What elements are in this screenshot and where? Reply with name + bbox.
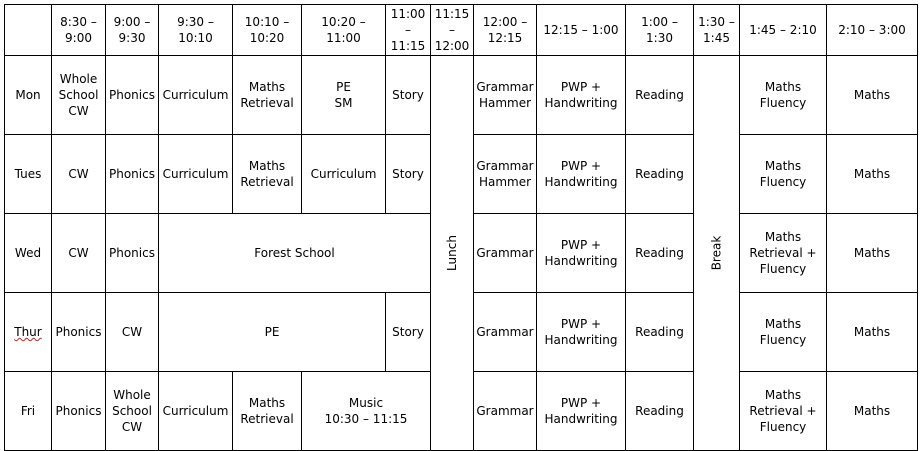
lesson-cell: PWP + Handwriting	[537, 135, 626, 214]
day-row-mon	[5, 56, 918, 135]
lesson-cell: Grammar	[474, 214, 537, 293]
lesson-cell: Curriculum	[159, 372, 233, 451]
time-header: 10:20 – 11:00	[302, 5, 386, 56]
lunch-cell	[431, 56, 474, 451]
time-header: 1:00 – 1:30	[626, 5, 694, 56]
time-header: 11:00 – 11:15	[386, 5, 431, 56]
lesson-cell: Maths Fluency	[740, 293, 827, 372]
day-label: Mon	[5, 56, 52, 135]
lesson-cell: Reading	[626, 293, 694, 372]
lesson-cell: CW	[52, 135, 106, 214]
lesson-cell: Maths Fluency	[740, 56, 827, 135]
lesson-cell: Reading	[626, 214, 694, 293]
lunch-label: Lunch	[444, 235, 459, 271]
lesson-cell: Maths Retrieval + Fluency	[740, 372, 827, 451]
lesson-cell: Curriculum	[302, 135, 386, 214]
time-header: 8:30 – 9:00	[52, 5, 106, 56]
lesson-cell: CW	[52, 214, 106, 293]
time-header: 9:30 – 10:10	[159, 5, 233, 56]
lesson-cell: Phonics	[52, 372, 106, 451]
lesson-cell: Maths	[827, 372, 918, 451]
header-row	[5, 5, 918, 56]
lesson-cell: Maths Retrieval	[233, 56, 302, 135]
time-header: 12:00 – 12:15	[474, 5, 537, 56]
lesson-cell: PWP + Handwriting	[537, 56, 626, 135]
lesson-cell: Grammar Hammer	[474, 135, 537, 214]
lesson-cell: Maths	[827, 56, 918, 135]
lesson-cell: Maths	[827, 135, 918, 214]
day-label	[5, 293, 52, 372]
lesson-cell: Grammar Hammer	[474, 56, 537, 135]
lesson-cell: Phonics	[52, 293, 106, 372]
lesson-cell: Phonics	[106, 56, 159, 135]
lesson-cell: Curriculum	[159, 56, 233, 135]
lesson-cell: Maths Retrieval	[233, 135, 302, 214]
lesson-cell: CW	[106, 293, 159, 372]
time-header: 9:00 – 9:30	[106, 5, 159, 56]
time-header: 2:10 – 3:00	[827, 5, 918, 56]
time-header: 11:15 – 12:00	[431, 5, 474, 56]
lesson-cell: Maths Fluency	[740, 135, 827, 214]
lesson-cell: PWP + Handwriting	[537, 293, 626, 372]
lesson-cell: Whole School CW	[52, 56, 106, 135]
timetable	[4, 4, 918, 451]
lesson-cell: Grammar	[474, 293, 537, 372]
lesson-cell: Curriculum	[159, 135, 233, 214]
break-cell	[694, 56, 740, 451]
lesson-cell: Grammar	[474, 372, 537, 451]
lesson-cell: Whole School CW	[106, 372, 159, 451]
lesson-cell: Story	[386, 293, 431, 372]
lesson-cell: Story	[386, 135, 431, 214]
lesson-cell: PE SM	[302, 56, 386, 135]
day-label-text: Thur	[14, 325, 42, 339]
lesson-cell-music: Music 10:30 – 11:15	[302, 372, 431, 451]
lesson-cell: Reading	[626, 135, 694, 214]
lesson-cell: Story	[386, 56, 431, 135]
lesson-cell: Maths	[827, 214, 918, 293]
lesson-cell: Reading	[626, 56, 694, 135]
day-label: Tues	[5, 135, 52, 214]
time-header: 1:30 – 1:45	[694, 5, 740, 56]
lesson-cell: Reading	[626, 372, 694, 451]
lesson-cell: Maths Retrieval	[233, 372, 302, 451]
time-header: 1:45 – 2:10	[740, 5, 827, 56]
day-label: Wed	[5, 214, 52, 293]
time-header: 12:15 – 1:00	[537, 5, 626, 56]
day-label: Fri	[5, 372, 52, 451]
break-label: Break	[709, 235, 724, 271]
lesson-cell: Maths	[827, 293, 918, 372]
lesson-cell-pe: PE	[159, 293, 386, 372]
lesson-cell: Maths Retrieval + Fluency	[740, 214, 827, 293]
lesson-cell: Phonics	[106, 135, 159, 214]
corner-cell	[5, 5, 52, 56]
lesson-cell: PWP + Handwriting	[537, 214, 626, 293]
lesson-cell-forest-school: Forest School	[159, 214, 431, 293]
lesson-cell: Phonics	[106, 214, 159, 293]
lesson-cell: PWP + Handwriting	[537, 372, 626, 451]
time-header: 10:10 – 10:20	[233, 5, 302, 56]
